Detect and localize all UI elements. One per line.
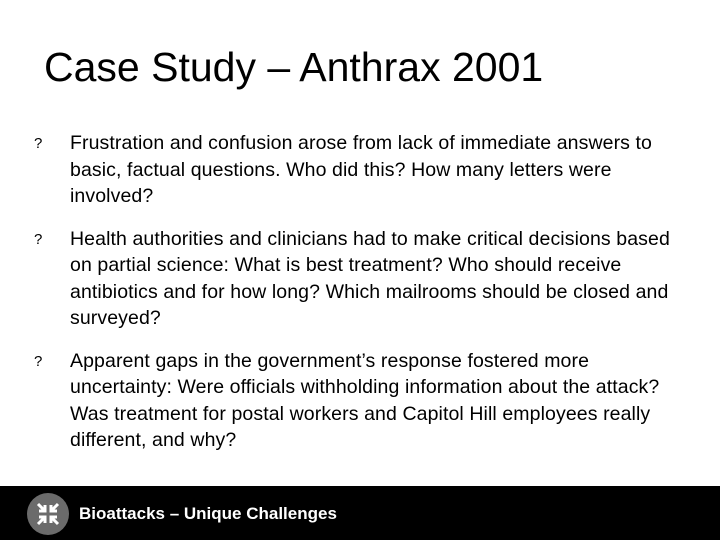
footer-bar (0, 486, 720, 540)
bullet-icon: ? (34, 352, 43, 370)
bullet-text: Frustration and confusion arose from lack of immediate answers to basic, factual questions. Who did this? How many letters were involved? (70, 132, 653, 207)
bullet-list (34, 130, 694, 470)
bullet-icon: ? (34, 230, 43, 248)
bullet-item (34, 348, 694, 454)
bullet-icon: ? (34, 135, 43, 152)
footer-title: Bioattacks – Unique Challenges (79, 504, 337, 523)
bullet-text: Apparent gaps in the government’s response fostered more uncertainty: Were officials withholding information about the attack? Was treatment for postal workers and Capitol Hill employees really different, and why? (70, 349, 660, 451)
bullet-text: Health authorities and clinicians had to make critical decisions based on partial science: What is best treatment? Who should receive antibiotics and for how long? Which mailrooms should be closed and surveyed? (70, 227, 670, 329)
arrows-inward-icon (27, 493, 69, 535)
bullet-item (34, 226, 694, 332)
slide-title: Case Study – Anthrax 2001 (44, 44, 544, 90)
bullet-item (34, 130, 694, 210)
